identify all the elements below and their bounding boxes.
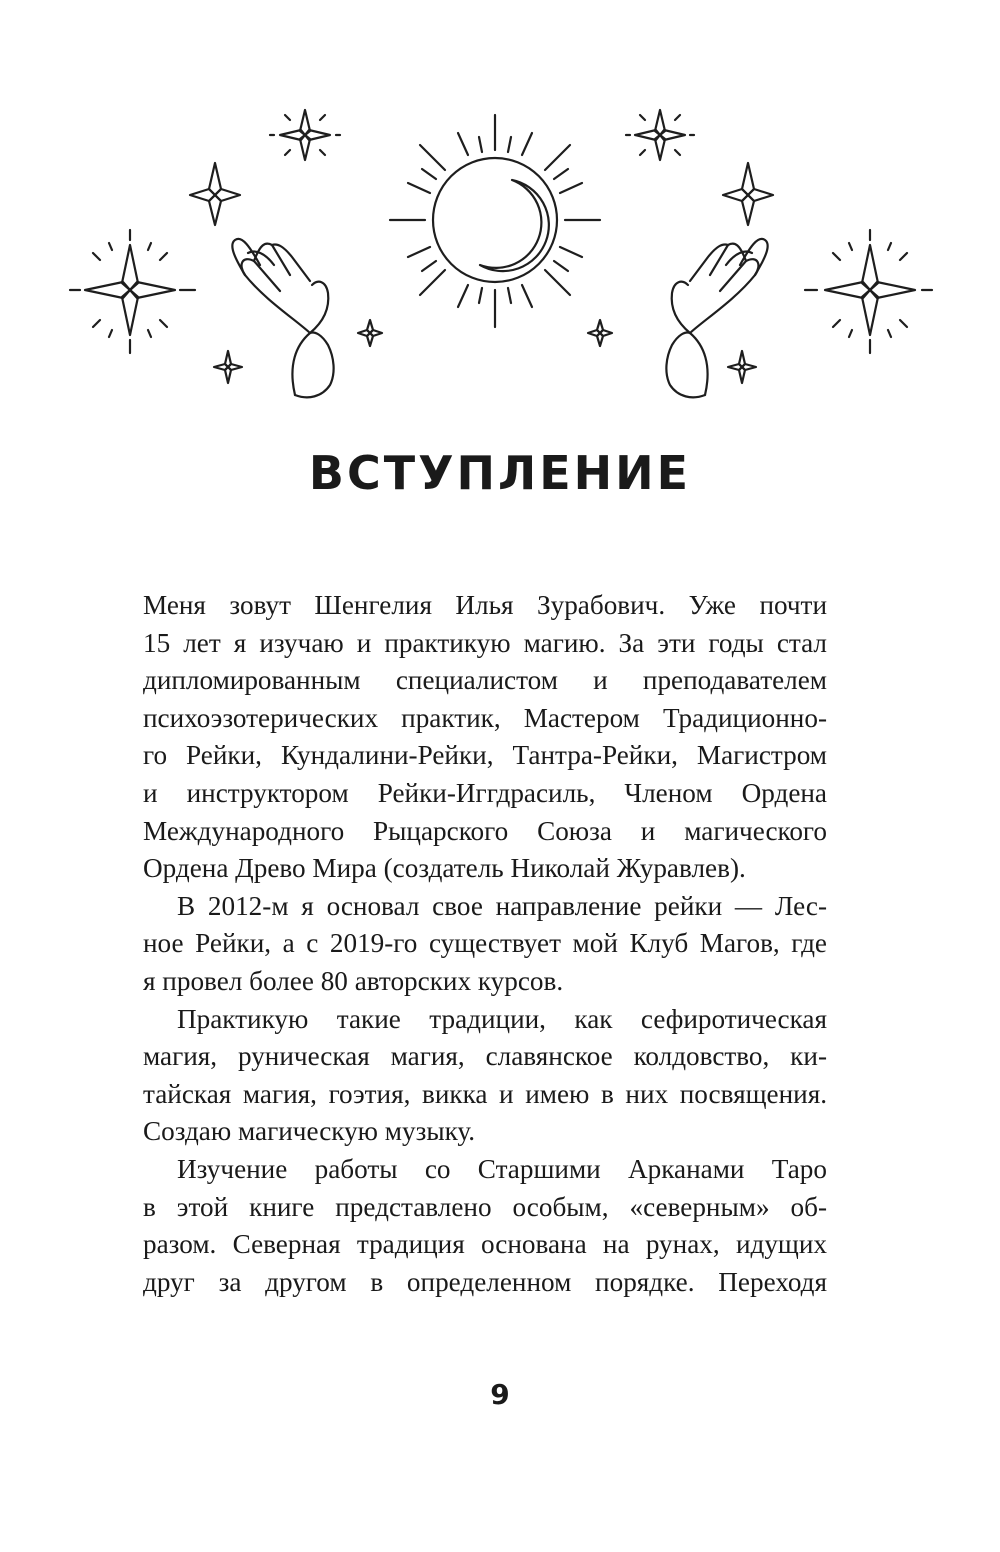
paragraph [143, 888, 827, 1001]
text-line: 15 лет я изучаю и практикую магию. За эти годы стал [143, 627, 827, 658]
text-line: психоэзотерических практик, Мастером Традиционно- [143, 702, 827, 733]
text-line: Создаю магическую музыку. [143, 1116, 476, 1147]
text-line: в этой книге представлено особым, «северным» об- [143, 1191, 827, 1222]
text-line: Меня зовут Шенгелия Илья Зурабович. Уже почти [143, 590, 827, 620]
celestial-ornament [60, 95, 940, 415]
text-line: разом. Северная традиция основана на рунах, идущих [143, 1229, 827, 1260]
right-hand-icon [666, 239, 767, 397]
text-line: магия, руническая магия, славянское колдовство, ки- [143, 1041, 827, 1072]
text-line: Изучение работы со Старшими Арканами Таро [177, 1153, 827, 1184]
text-line: я провел более 80 авторских курсов. [143, 965, 564, 996]
text-line: ное Рейки, а с 2019-го существует мой Клуб Магов, где [143, 928, 827, 959]
text-line: дипломированным специалистом и преподавателем [143, 665, 827, 696]
crescent-moon-icon [480, 180, 549, 271]
text-line: друг за другом в определенном порядке. Переходя [143, 1266, 827, 1297]
page-number: 9 [490, 1378, 510, 1411]
paragraph [143, 1001, 827, 1151]
text-line: тайская магия, гоэтия, викка и имею в них посвящения. [143, 1078, 827, 1109]
text-line: Ордена Древо Мира (создатель Николай Журавлев). [143, 853, 746, 884]
sun-icon [390, 115, 600, 327]
text-line: Международного Рыцарского Союза и магического [143, 815, 827, 846]
paragraph [143, 587, 827, 888]
text-line: В 2012-м я основал свое направление рейки — Лес- [177, 890, 827, 921]
text-line: и инструктором Рейки-Иггдрасиль, Членом Ордена [143, 777, 827, 808]
left-hand-icon [232, 239, 333, 397]
body-text [143, 587, 827, 1301]
chapter-title: ВСТУПЛЕНИЕ [308, 446, 692, 500]
paragraph [143, 1151, 827, 1301]
text-line: Практикую такие традиции, как сефиротическая [177, 1003, 827, 1034]
sparkle-star-icon [70, 110, 932, 383]
text-line: го Рейки, Кундалини-Рейки, Тантра-Рейки, Магистром [143, 740, 827, 771]
